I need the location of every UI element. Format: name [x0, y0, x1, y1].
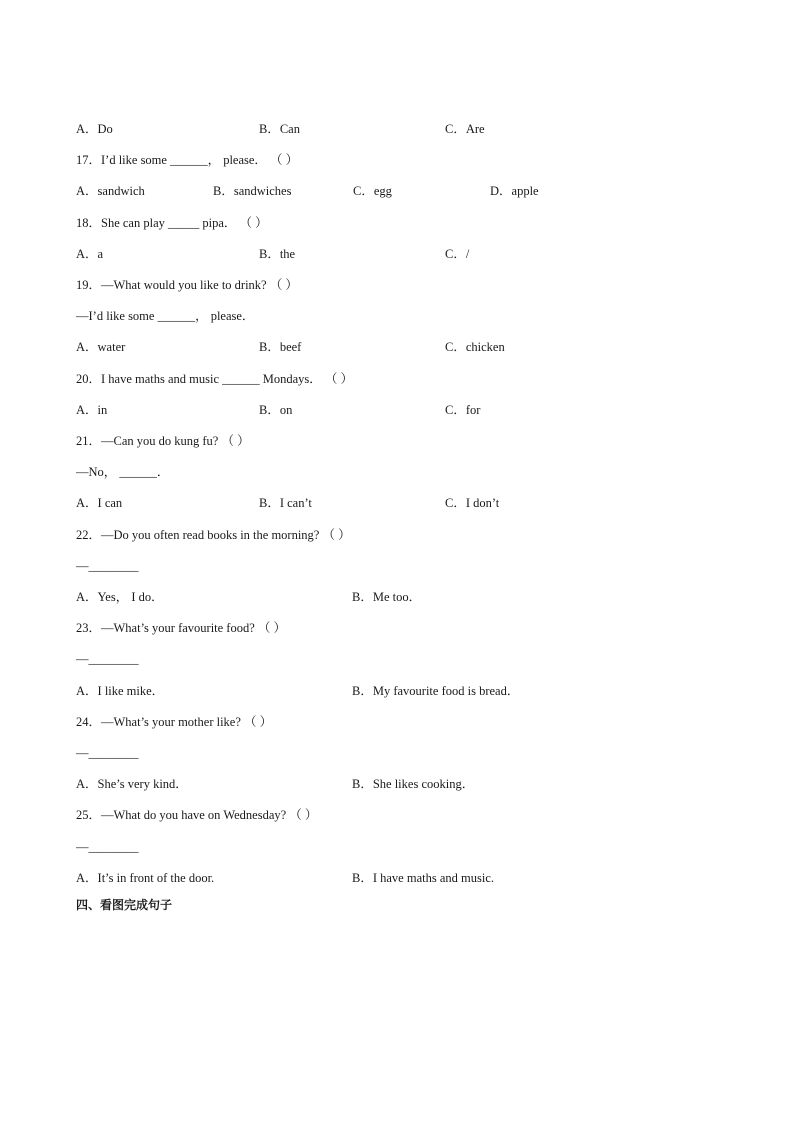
- option-a: A．water: [76, 340, 126, 354]
- question-line: 22．—Do you often read books in the morning? （ ）: [76, 528, 351, 542]
- section-heading: 四、看图完成句子: [76, 898, 173, 912]
- options-row: [76, 682, 756, 700]
- options-row: [76, 588, 756, 606]
- option-b: B．I can’t: [259, 496, 312, 510]
- option-c: C．I don’t: [445, 496, 500, 510]
- option-a: A．I like mike．: [76, 684, 165, 698]
- question-line: 23．—What’s your favourite food? （ ）: [76, 621, 287, 635]
- options-row: [76, 869, 756, 887]
- question-line: 17．I’d like some ______， please． （ ）: [76, 153, 299, 167]
- option-c: C．egg: [353, 184, 392, 198]
- option-a: A．She’s very kind．: [76, 777, 188, 791]
- option-c: C．Are: [445, 122, 485, 136]
- option-b: B．Me too．: [352, 590, 422, 604]
- question-line: 19．—What would you like to drink? （ ）: [76, 278, 298, 292]
- option-b: B．the: [259, 247, 296, 261]
- question-line: —________: [76, 840, 139, 854]
- option-b: B．I have maths and music.: [352, 871, 494, 885]
- question-line: —I’d like some ______， please．: [76, 309, 255, 323]
- question-line: 24．—What’s your mother like? （ ）: [76, 715, 273, 729]
- options-row: [76, 775, 756, 793]
- option-c: C．/: [445, 247, 470, 261]
- option-b: B．sandwiches: [213, 184, 292, 198]
- option-b: B．She likes cooking．: [352, 777, 475, 791]
- option-d: D．apple: [490, 184, 539, 198]
- option-a: A．Yes， I do．: [76, 590, 164, 604]
- options-row: [76, 338, 756, 356]
- options-row: [76, 120, 756, 138]
- question-line: 25．—What do you have on Wednesday? （ ）: [76, 808, 318, 822]
- options-row: [76, 494, 756, 512]
- options-row: [76, 182, 756, 200]
- option-c: C．chicken: [445, 340, 505, 354]
- question-line: —________: [76, 559, 139, 573]
- options-row: [76, 401, 756, 419]
- question-line: 21．—Can you do kung fu? （ ）: [76, 434, 250, 448]
- option-a: A．sandwich: [76, 184, 145, 198]
- option-a: A．in: [76, 403, 108, 417]
- options-row: [76, 245, 756, 263]
- option-c: C．for: [445, 403, 481, 417]
- question-line: —________: [76, 746, 139, 760]
- option-a: A．Do: [76, 122, 113, 136]
- option-b: B．beef: [259, 340, 302, 354]
- option-b: B．My favourite food is bread．: [352, 684, 520, 698]
- question-line: 18．She can play _____ pipa． （ ）: [76, 216, 268, 230]
- option-a: A．a: [76, 247, 104, 261]
- option-b: B．Can: [259, 122, 300, 136]
- question-line: —No， ______．: [76, 465, 170, 479]
- option-a: A．I can: [76, 496, 123, 510]
- question-line: —________: [76, 652, 139, 666]
- question-line: 20．I have maths and music ______ Mondays． （ ）: [76, 372, 354, 386]
- option-b: B．on: [259, 403, 293, 417]
- option-a: A．It’s in front of the door.: [76, 871, 215, 885]
